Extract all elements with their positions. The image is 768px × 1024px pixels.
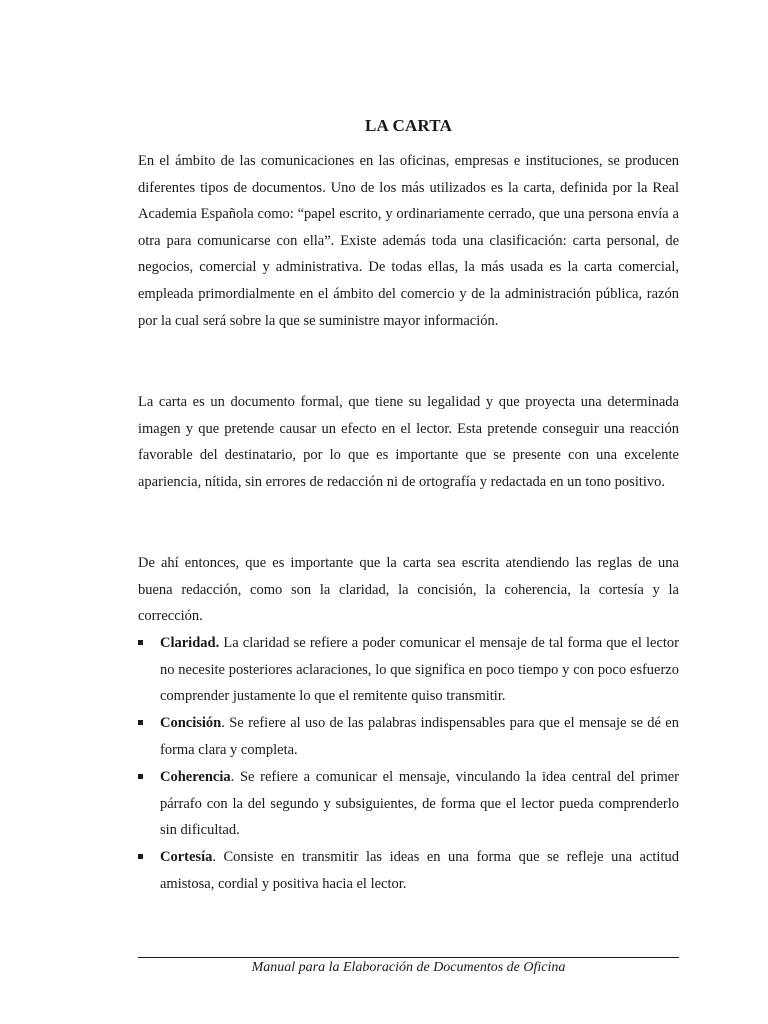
bullet-term: Concisión bbox=[160, 715, 222, 732]
bullet-term: Coherencia bbox=[160, 768, 231, 785]
paragraph-intro: En el ámbito de las comunicaciones en las oficinas, empresas e instituciones, se producen diferentes tipos de documentos. Uno de los más utilizados es la carta, definida por la Real Academia Española como: “papel escrito, y ordinariamente cerrado, que una persona envía a otra para comunicarse con ella”. Existe además toda una clasificación: carta personal, de negocios, comercial y administrativa. De todas ellas, la más usada es la carta comercial, empleada primordialmente en el ámbito del comercio y de la administración pública, razón por la cual será sobre la que se suministre mayor información. bbox=[138, 153, 679, 329]
document-page bbox=[138, 0, 679, 1024]
list-item-concision bbox=[138, 710, 679, 763]
bullet-text: . Consiste en transmitir las ideas en una forma que se refleje una actitud amistosa, cordial y positiva hacia el lector. bbox=[160, 849, 679, 892]
square-bullet-icon bbox=[138, 720, 143, 725]
square-bullet-icon bbox=[138, 774, 143, 779]
list-item-cortesia bbox=[138, 844, 679, 897]
rules-list bbox=[138, 630, 679, 897]
bullet-text: . Se refiere al uso de las palabras indispensables para que el mensaje se dé en forma clara y completa. bbox=[160, 715, 679, 758]
paragraph-writing-rules: De ahí entonces, que es importante que la carta sea escrita atendiendo las reglas de una buena redacción, como son la claridad, la concisión, la coherencia, la cortesía y la corrección. bbox=[138, 555, 679, 625]
footer-divider bbox=[138, 957, 679, 958]
list-item-claridad bbox=[138, 630, 679, 710]
bullet-text: La claridad se refiere a poder comunicar el mensaje de tal forma que el lector no necesite posteriores aclaraciones, lo que significa en poco tiempo y con poco esfuerzo comprender justamente lo que el remitente quiso transmitir. bbox=[160, 635, 679, 705]
bullet-text: . Se refiere a comunicar el mensaje, vinculando la idea central del primer párrafo con la del segundo y subsiguientes, de forma que el lector pueda comprenderlo sin dificultad. bbox=[160, 768, 679, 839]
page-footer: Manual para la Elaboración de Documentos de Oficina bbox=[251, 960, 566, 975]
bullet-term: Cortesía bbox=[160, 849, 213, 866]
square-bullet-icon bbox=[138, 854, 143, 859]
list-item-coherencia bbox=[138, 764, 679, 844]
square-bullet-icon bbox=[138, 640, 143, 645]
paragraph-formal-document: La carta es un documento formal, que tiene su legalidad y que proyecta una determinada imagen y que pretende causar un efecto en el lector. Esta pretende conseguir una reacción favorable del destinatario, por lo que es importante que se presente con una excelente apariencia, nítida, sin errores de redacción ni de ortografía y redactada en un tono positivo. bbox=[138, 394, 679, 490]
bullet-term: Claridad. bbox=[160, 635, 220, 651]
page-title: LA CARTA bbox=[364, 116, 453, 135]
